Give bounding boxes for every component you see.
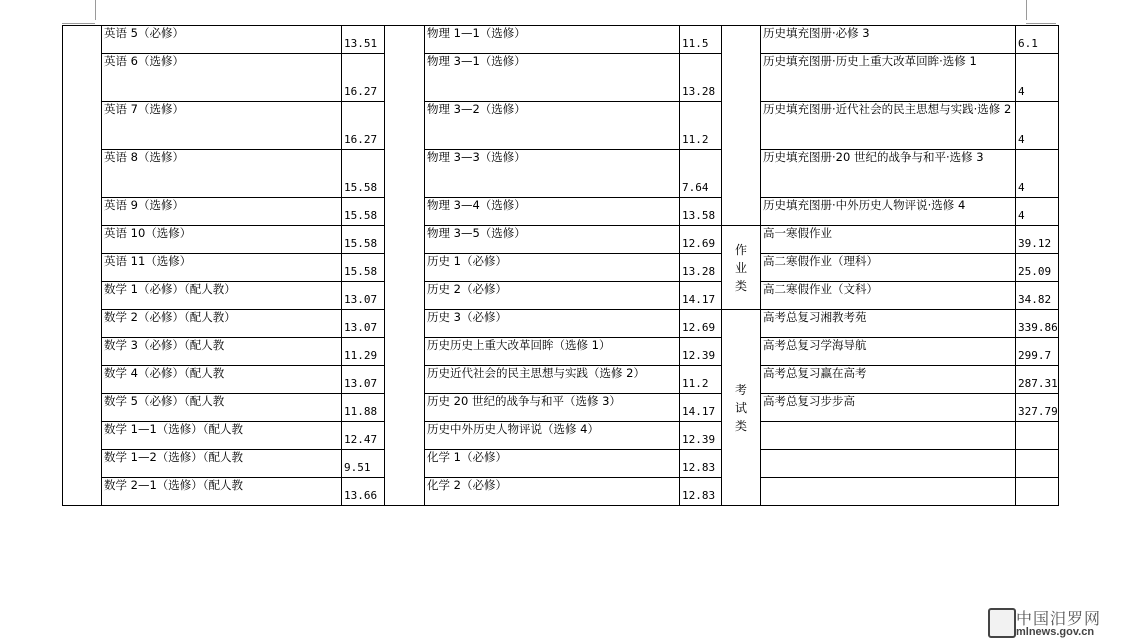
price-cell [1016,422,1059,450]
book-title-cell: 物理 3—2（选修） [425,102,680,150]
book-title-cell: 高考总复习湘教考苑 [761,310,1016,338]
book-title-cell: 英语 10（选修） [102,226,342,254]
price-cell: 12.39 [680,338,722,366]
book-title-cell: 数学 2（必修）（配人教） [102,310,342,338]
price-cell: 4 [1016,198,1059,226]
table-row [63,394,1059,422]
book-title-cell: 历史填充图册·必修 3 [761,26,1016,54]
book-title-cell: 历史填充图册·历史上重大改革回眸·选修 1 [761,54,1016,102]
price-cell: 4 [1016,54,1059,102]
table-row [63,422,1059,450]
price-cell: 11.5 [680,26,722,54]
blank-category-cell [63,26,102,506]
price-cell: 13.58 [680,198,722,226]
watermark-site-name: 中国汨罗网 [1016,609,1102,628]
price-cell: 12.39 [680,422,722,450]
book-title-cell: 数学 3（必修）（配人教 [102,338,342,366]
book-title-cell: 高二寒假作业（理科） [761,254,1016,282]
price-cell: 13.28 [680,54,722,102]
table-row [63,254,1059,282]
book-title-cell: 历史填充图册·近代社会的民主思想与实践·选修 2 [761,102,1016,150]
price-cell: 13.51 [342,26,385,54]
price-cell: 4 [1016,150,1059,198]
price-cell: 13.28 [680,254,722,282]
table-row [63,226,1059,254]
price-cell: 4 [1016,102,1059,150]
book-title-cell: 英语 6（选修） [102,54,342,102]
book-title-cell: 物理 3—1（选修） [425,54,680,102]
price-cell: 7.64 [680,150,722,198]
book-title-cell: 数学 1—2（选修）（配人教 [102,450,342,478]
price-cell: 12.83 [680,478,722,506]
price-cell: 39.12 [1016,226,1059,254]
book-title-cell: 英语 8（选修） [102,150,342,198]
book-title-cell: 英语 5（必修） [102,26,342,54]
book-title-cell: 历史中外历史人物评说（选修 4） [425,422,680,450]
price-cell [1016,478,1059,506]
price-cell: 11.29 [342,338,385,366]
table-row [63,310,1059,338]
table-row [63,366,1059,394]
price-cell: 11.2 [680,102,722,150]
table-row [63,282,1059,310]
price-cell: 13.07 [342,310,385,338]
book-title-cell [761,450,1016,478]
price-cell: 14.17 [680,282,722,310]
price-cell: 339.86 [1016,310,1059,338]
book-title-cell: 化学 1（必修） [425,450,680,478]
book-title-cell: 高二寒假作业（文科） [761,282,1016,310]
site-watermark-logo [988,606,1118,640]
price-cell: 13.66 [342,478,385,506]
book-title-cell: 物理 3—4（选修） [425,198,680,226]
price-cell: 15.58 [342,198,385,226]
watermark-site-url: mlnews.gov.cn [1016,626,1095,638]
book-title-cell: 历史填充图册·20 世纪的战争与和平·选修 3 [761,150,1016,198]
price-cell: 15.58 [342,254,385,282]
book-title-cell: 数学 1—1（选修）（配人教 [102,422,342,450]
price-cell [1016,450,1059,478]
price-cell: 12.83 [680,450,722,478]
category-label-homework: 作业类 [722,226,761,310]
book-title-cell: 物理 1—1（选修） [425,26,680,54]
blank-category-cell [385,26,425,506]
book-title-cell: 高一寒假作业 [761,226,1016,254]
price-cell: 16.27 [342,102,385,150]
book-title-cell: 高考总复习学海导航 [761,338,1016,366]
price-table [62,25,1059,506]
book-title-cell: 历史填充图册·中外历史人物评说·选修 4 [761,198,1016,226]
price-cell: 11.88 [342,394,385,422]
price-cell: 299.7 [1016,338,1059,366]
book-title-cell: 英语 7（选修） [102,102,342,150]
price-cell: 15.58 [342,226,385,254]
price-cell: 34.82 [1016,282,1059,310]
book-title-cell: 物理 3—5（选修） [425,226,680,254]
book-title-cell: 历史近代社会的民主思想与实践（选修 2） [425,366,680,394]
book-title-cell: 历史 3（必修） [425,310,680,338]
price-cell: 327.79 [1016,394,1059,422]
price-cell: 12.69 [680,226,722,254]
table-row [63,478,1059,506]
book-title-cell: 物理 3—3（选修） [425,150,680,198]
book-title-cell: 英语 9（选修） [102,198,342,226]
price-cell: 9.51 [342,450,385,478]
book-title-cell [761,422,1016,450]
book-title-cell: 历史 1（必修） [425,254,680,282]
book-title-cell: 历史 2（必修） [425,282,680,310]
book-title-cell: 高考总复习步步高 [761,394,1016,422]
price-cell: 16.27 [342,54,385,102]
price-cell: 15.58 [342,150,385,198]
book-title-cell: 数学 2—1（选修）（配人教 [102,478,342,506]
price-cell: 14.17 [680,394,722,422]
price-cell: 13.07 [342,282,385,310]
corner-crop-mark-top-left [95,0,96,20]
table-row [63,26,1059,54]
table-row [63,198,1059,226]
book-title-cell: 数学 1（必修）（配人教） [102,282,342,310]
book-title-cell: 历史 20 世纪的战争与和平（选修 3） [425,394,680,422]
table-row [63,54,1059,102]
price-cell: 25.09 [1016,254,1059,282]
table-row [63,150,1059,198]
table-row [63,102,1059,150]
price-cell: 11.2 [680,366,722,394]
table-row [63,450,1059,478]
logo-icon [988,608,1016,638]
corner-crop-mark-top-right-h [1026,23,1056,24]
price-cell: 6.1 [1016,26,1059,54]
corner-crop-mark-top-left-h [62,23,95,24]
price-cell: 12.47 [342,422,385,450]
table-row [63,338,1059,366]
corner-crop-mark-top-right [1026,0,1027,20]
price-cell: 13.07 [342,366,385,394]
blank-category-cell [722,26,761,226]
price-cell: 287.31 [1016,366,1059,394]
book-title-cell: 历史历史上重大改革回眸（选修 1） [425,338,680,366]
category-label-exam: 考试类 [722,310,761,506]
book-title-cell [761,478,1016,506]
book-title-cell: 数学 4（必修）（配人教 [102,366,342,394]
price-cell: 12.69 [680,310,722,338]
book-title-cell: 化学 2（必修） [425,478,680,506]
book-title-cell: 英语 11（选修） [102,254,342,282]
book-title-cell: 数学 5（必修）（配人教 [102,394,342,422]
book-title-cell: 高考总复习赢在高考 [761,366,1016,394]
